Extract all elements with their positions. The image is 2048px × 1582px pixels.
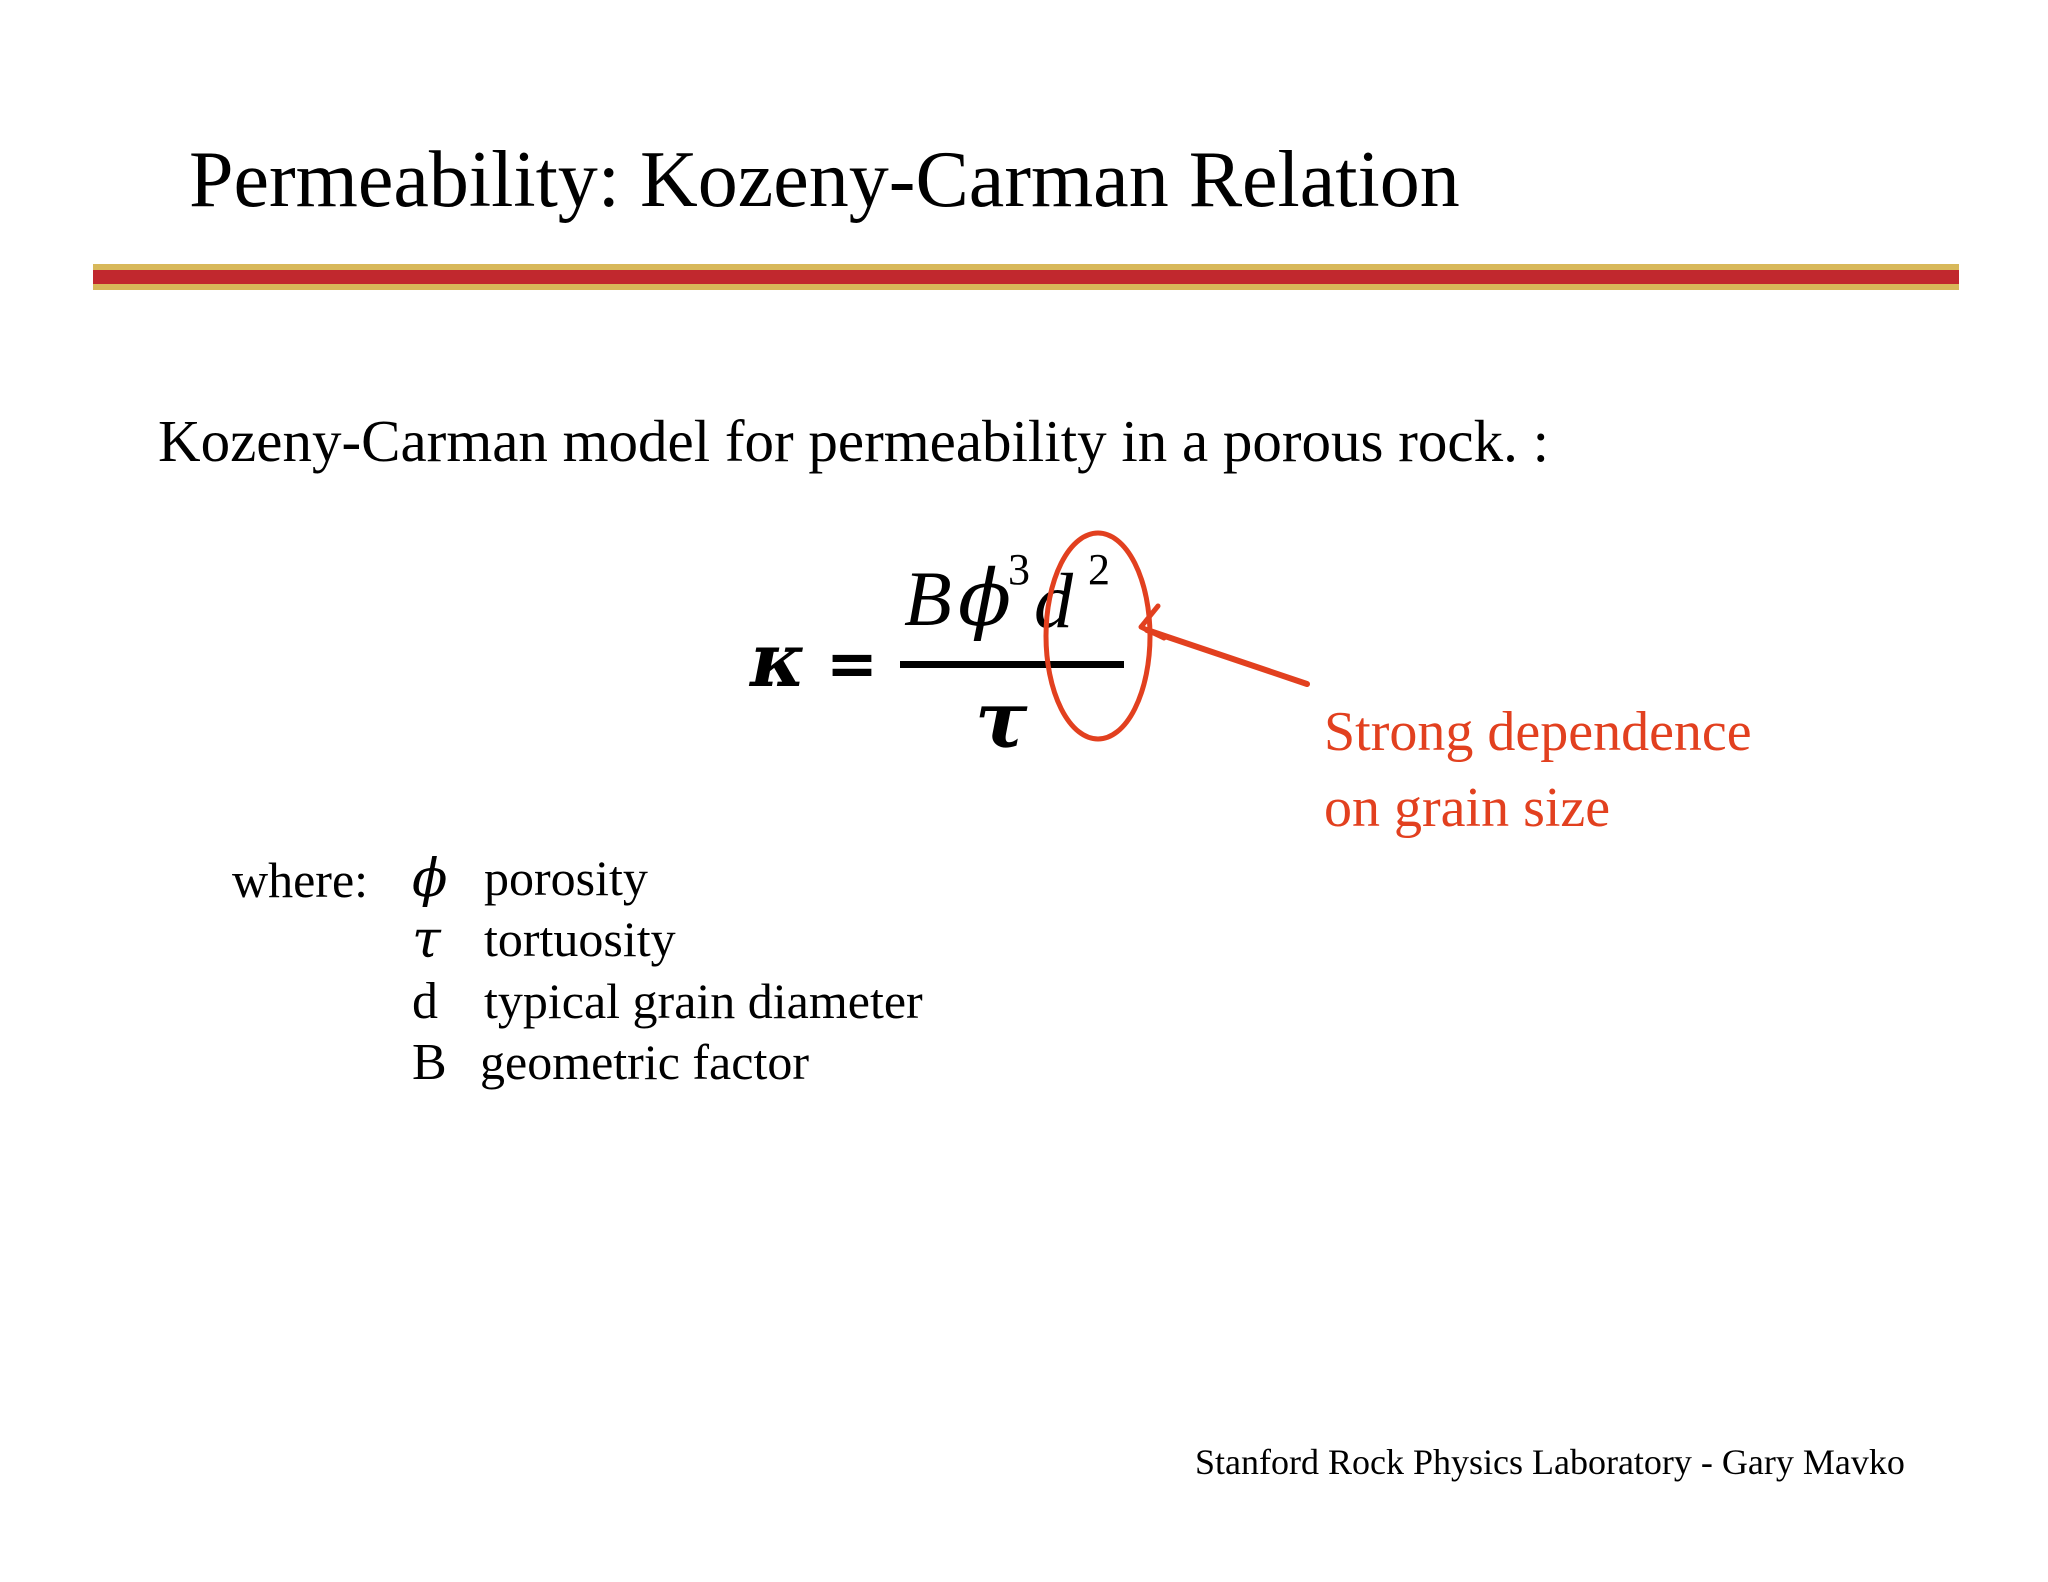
title-rule-bottom-stripe [93,284,1959,290]
equation-equals-sign: = [826,627,878,700]
definition-symbol: ϕ [412,849,448,909]
equation-phi-exponent: 3 [1008,545,1030,594]
definition-row-tortuosity [412,910,1112,976]
equation-fraction-bar [900,661,1124,668]
definition-row-grain-diameter [412,973,1112,1038]
definition-symbol: B [412,1034,447,1091]
annotation-line-1: Strong dependence [1324,701,1752,763]
annotation-line-2: on grain size [1324,777,1611,839]
annotation-arrow-shaft [1147,630,1307,684]
equation-d-exponent: 2 [1088,545,1110,594]
annotation-arrowhead-icon [1141,606,1164,638]
intro-text: Kozeny-Carman model for permeability in a porous rock. : [158,408,1549,474]
equation-numerator-b: B [904,555,952,642]
definition-description: geometric factor [480,1034,809,1090]
grain-size-annotation [1324,694,1944,846]
slide-footer-credit: Stanford Rock Physics Laboratory - Gary Mavko [1195,1442,1905,1482]
definition-symbol: d [412,973,438,1030]
equation-denominator-tau: τ [975,675,1028,766]
equation-numerator-d: d [1034,557,1073,644]
definition-description: tortuosity [484,911,676,967]
definition-symbol: τ [412,910,441,970]
slide-title: Permeability: Kozeny-Carman Relation [189,136,1460,224]
definition-row-geometric-factor [412,1034,1112,1099]
equation-lhs-kappa: κ [750,618,806,704]
equation-numerator-phi: ϕ [958,554,1012,644]
definition-description: typical grain diameter [484,973,923,1029]
title-rule-main-stripe [93,270,1959,284]
where-label: where: [232,852,369,908]
definition-row-porosity [412,849,1112,915]
definition-description: porosity [484,850,648,906]
